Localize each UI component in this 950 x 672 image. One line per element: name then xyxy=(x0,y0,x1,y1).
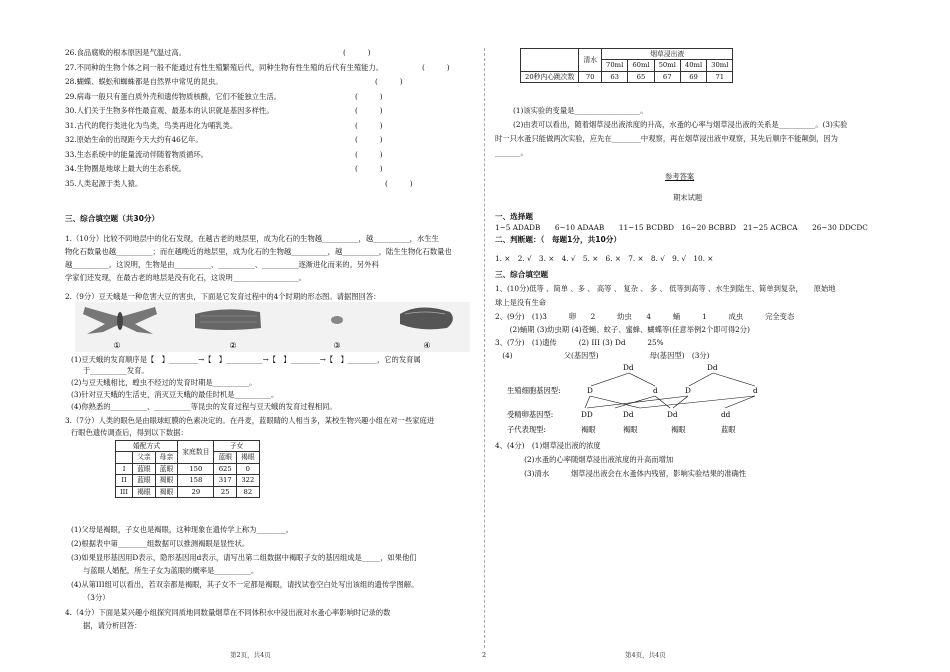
q2-sub: (4)你熟悉的__________、__________等昆虫的发育过程与豆天蛾的发育过程相同。 xyxy=(71,402,337,411)
q4-sub: _______。 xyxy=(495,148,528,157)
q1-line: 1.（10分）比较不同地层中的化石发现，在越古老的地层里，成为化石的生物越__________，越__________，水生生 xyxy=(65,234,439,243)
egg-image xyxy=(331,316,343,324)
q4-line: 4.（4分）下面是某兴趣小组探究同质地同数量烟草在不同体积水中浸出液对水蚤心率影响时记录的数 xyxy=(65,608,391,617)
answer-parentheses: ( ) xyxy=(422,62,450,72)
parent-genotype: Dd xyxy=(707,363,718,372)
q3-sub: (3)如果显形基因用D表示，隐形基因用d表示，请写出第二组数据中褐眼子女的基因组成是_____，如果他们 xyxy=(71,553,417,562)
answer-parentheses: ( ) xyxy=(375,77,403,86)
answer-line: 1、(10分)低等 、简单 、多 、 高等 、 复杂 、 多 、 低等到高等 、水生到陆生、简单到复杂， 原始地 xyxy=(495,284,836,293)
table-row xyxy=(116,475,260,486)
stage-label: ④ xyxy=(423,341,431,350)
q2-sub: 于__________发育。 xyxy=(83,366,149,375)
page-footer-left: 第2页，共4页 xyxy=(230,651,271,659)
phenotype: 蓝眼 xyxy=(721,425,736,434)
section-1-title: 一、选择题 xyxy=(495,212,533,221)
judge-question: 31.古代的爬行类进化为鸟类，鸟类再进化为哺乳类。 xyxy=(65,120,238,130)
section-2-title: 二、判断题：（ 每题1分，共10分） xyxy=(495,235,621,244)
q3-line: 行眼色遗传调查后，得到以下数据： xyxy=(71,428,188,437)
q3-sub: (4)从第III组可以看出，若双亲都是褐眼，其子女不一定都是褐眼，请找试卷空白处写出该组的遗传学图解。 xyxy=(71,580,419,589)
table-cell: 30ml xyxy=(707,60,733,71)
answer-line: 3、(7分) (1)遗传 (2) III (3) Dd 25% xyxy=(495,338,664,347)
soybean-moth-stages-figure xyxy=(75,302,470,352)
table-cell: 71 xyxy=(707,71,733,82)
stage-label: ③ xyxy=(333,341,341,350)
eye-color-table xyxy=(115,440,260,498)
zygote: Dd xyxy=(667,410,678,419)
table-header: 烟草浸出液 xyxy=(602,49,733,60)
table-row xyxy=(521,71,733,82)
q1-line: 学家们还发现，在最古老的地层是没有化石，这说明__________________。 xyxy=(65,273,306,282)
q3-sub: (2)根据表中第________组数据可以推测褐眼是显性状。 xyxy=(71,539,250,548)
table-cell: 褐眼 xyxy=(155,475,178,486)
judge-question: 27.不同种的生物个体之间一般不能通过有性生殖繁殖后代，同种生物有性生殖的后代有生殖能力。 xyxy=(65,62,384,72)
answer4-line: (3)清水 烟草浸出液会在水蚤体内残留，影响实验结果的准确性 xyxy=(495,469,747,478)
parent-genotype: Dd xyxy=(623,363,634,372)
larva-image xyxy=(195,309,261,330)
phenotype: 褐眼 xyxy=(671,425,686,434)
table-row xyxy=(116,486,260,497)
q1-line: 越__________。这说明，生物是由__________、__________、__________逐渐进化而来的。另外科 xyxy=(65,260,379,269)
table-row xyxy=(116,463,260,474)
table-cell xyxy=(116,452,133,463)
choice-answers: 1~5 ADADB 6~10 ADAAB 11~15 BCDBD 16~20 BCBBD 21~25 ACBCA 26~30 DDCDC xyxy=(495,223,868,232)
phenotype: 褐眼 xyxy=(581,425,596,434)
gamete: d xyxy=(753,386,758,395)
judge-question: 28.蝴蝶、蜈蚣和蜘蛛都是自然界中常见的昆虫。 xyxy=(65,77,223,86)
pupa-image xyxy=(400,307,453,329)
table-cell: 70ml xyxy=(602,60,628,71)
answer-parentheses: ( ) xyxy=(343,48,371,57)
answer-line: (4) 父(基因型) 母(基因型) (3分) xyxy=(495,351,710,360)
zygote: DD xyxy=(581,410,593,419)
page-footer-center: 2 xyxy=(482,651,487,659)
table-cell: 63 xyxy=(602,71,628,82)
column-divider xyxy=(484,48,485,648)
judge-question: 35.人类起源于类人猿。 xyxy=(65,178,143,188)
table-cell: 67 xyxy=(654,71,680,82)
exam-title: 期末试题 xyxy=(673,193,703,202)
cross-lines xyxy=(585,373,755,408)
table-cell: 60ml xyxy=(628,60,654,71)
table-cell: II xyxy=(116,475,133,486)
q3-line: 3.（7分）人类的眼色是由眼球虹膜的色素决定的。在丹麦，蓝眼睛的人相当多，某校生物兴趣小组在对一些家庭进 xyxy=(65,416,435,425)
table-cell: 82 xyxy=(237,486,260,497)
judge-question: 33.生态系统中的能量流动伴随着物质循环。 xyxy=(65,149,208,159)
table-cell: 褐眼 xyxy=(155,486,178,497)
answer-line: 2、(9分) (1)3 卵 2 幼虫 4 蛹 1 成虫 完全变态 xyxy=(495,312,795,321)
table-cell: 20秒内心跳次数 xyxy=(521,71,579,82)
table-cell: 蓝眼 xyxy=(133,475,156,486)
answer-parentheses: ( ) xyxy=(355,106,383,115)
section-3-answer-title: 三、综合填空题 xyxy=(495,270,549,279)
table-cell xyxy=(521,49,579,72)
heartbeat-table xyxy=(520,48,733,83)
phenotype-label: 子代表现型: xyxy=(507,425,546,434)
table-cell: III xyxy=(116,486,133,497)
table-header: 清水 xyxy=(579,49,602,72)
table-cell: 蓝眼 xyxy=(133,463,156,474)
answer-title: 参考答案 xyxy=(665,172,695,181)
table-cell: 0 xyxy=(237,463,260,474)
judge-question: 32.原始生命的出现距今天大约有46亿年。 xyxy=(65,135,203,144)
table-cell: 29 xyxy=(178,486,214,497)
table-header: 褐眼 xyxy=(237,452,260,463)
zygote: dd xyxy=(721,410,731,419)
table-cell: 625 xyxy=(214,463,237,474)
genetic-cross-diagram xyxy=(495,360,890,442)
judge-question: 34.生物圈是地球上最大的生态系统。 xyxy=(65,164,187,173)
table-cell: 65 xyxy=(628,71,654,82)
stage-label: ① xyxy=(113,341,121,350)
table-cell: 50ml xyxy=(654,60,680,71)
page-footer-right: 第4页，共4页 xyxy=(625,651,666,659)
answer-parentheses: ( ) xyxy=(355,135,383,144)
answer-parentheses: ( ) xyxy=(355,164,383,173)
gamete: D xyxy=(685,386,691,395)
answer-parentheses: ( ) xyxy=(355,120,383,130)
q2-sub: (1)豆天蛾的发育顺序是【 】________→【 】__________→【 】________→【 】________，它的发育属 xyxy=(71,355,421,364)
q1-line: 物化石数量也越__________；而在越晚近的地层里，成为化石的生物越__________，越__________，陆生生物化石数量也 xyxy=(65,247,452,256)
gamete-label: 生殖细胞基因型: xyxy=(507,386,561,395)
judge-question: 26.食品腐败的根本原因是气温过高。 xyxy=(65,48,187,57)
table-cell: 158 xyxy=(178,475,214,486)
table-cell: 褐眼 xyxy=(133,486,156,497)
judge-question: 29.病毒一般只有蛋白质外壳和遗传物质核酸，它们不能独立生活。 xyxy=(65,91,281,101)
table-header: 婚配方式 xyxy=(116,441,178,452)
table-header: 家庭数目 xyxy=(178,441,214,464)
table-cell: I xyxy=(116,463,133,474)
table-cell: 322 xyxy=(237,475,260,486)
table-header: 母亲 xyxy=(155,452,178,463)
q2-sub: (3)针对豆天蛾的生活史，消灭豆天蛾的最佳时机是__________。 xyxy=(71,390,279,399)
judge-answers: 1. × 2. √ 3. × 4. √ 5. × 6. × 7. × 8. √ 9. √ 10. × xyxy=(495,254,714,263)
table-cell: 40ml xyxy=(680,60,706,71)
phenotype: 褐眼 xyxy=(623,425,638,434)
zygote: Dd xyxy=(623,410,634,419)
table-header: 父亲 xyxy=(133,452,156,463)
answer-line: (2)蛹期 (3)幼虫期 (4)苍蝇、蚊子、蜜蜂、蝴蝶等(任意举例2个即可得2分) xyxy=(495,325,750,334)
q3-sub: (1)父母是褐眼，子女也是褐眼，这种现象在遗传学上称为________。 xyxy=(71,525,293,534)
gamete: d xyxy=(653,386,658,395)
answer-parentheses: ( ) xyxy=(355,149,383,159)
table-header: 子女 xyxy=(214,441,259,452)
answer-line: 球上是没有生命 xyxy=(495,298,547,307)
table-cell: 70 xyxy=(579,71,602,82)
q4-sub: (2)由表可以看出，随着烟草浸出液浓度的升高，水蚤的心率与烟草浸出液的关系是__________。(3)实验 xyxy=(513,120,848,129)
q4-line: 据，请分析回答： xyxy=(83,621,142,630)
gamete: D xyxy=(587,386,593,395)
answer4-line: 4、(4分) (1)烟草浸出液的浓度 xyxy=(495,441,601,450)
table-cell: 317 xyxy=(214,475,237,486)
table-cell: 25 xyxy=(214,486,237,497)
q4-sub: 时一只水蚤只能做两次实验，应先在________中观察，再在烟草浸出液中观察，其先后顺序不能颠倒，因为 xyxy=(495,134,838,143)
section-3-title: 三、综合填空题（共30分） xyxy=(65,214,160,223)
q4-sub: (1)该实验的变量是__________________。 xyxy=(513,106,648,115)
q3-sub: （3分） xyxy=(83,593,110,602)
answer-parentheses: ( ) xyxy=(355,91,383,101)
table-cell: 69 xyxy=(680,71,706,82)
table-cell: 蓝眼 xyxy=(155,463,178,474)
stage-label: ② xyxy=(229,341,237,350)
table-cell: 150 xyxy=(178,463,214,474)
zygote-label: 受精卵基因型: xyxy=(507,410,554,419)
q3-sub: 与蓝眼人婚配，所生子女为蓝眼的概率是__________。 xyxy=(83,566,259,575)
q2-line: 2.（9分）豆天蛾是一种危害大豆的害虫，下面是它发育过程中的4个时期的形态图。请据图回答： xyxy=(65,292,381,301)
answer-parentheses: ( ) xyxy=(385,178,413,188)
judge-question: 30.人们关于生物多样性最直观、最基本的认识就是基因多样性。 xyxy=(65,106,274,115)
answer4-line: (2)水蚤的心率随烟草浸出液浓度的升高而增加 xyxy=(495,455,674,464)
table-header: 蓝眼 xyxy=(214,452,237,463)
q2-sub: (2)与豆天蛾相比，蝗虫不经过的发育时期是__________。 xyxy=(71,378,257,387)
